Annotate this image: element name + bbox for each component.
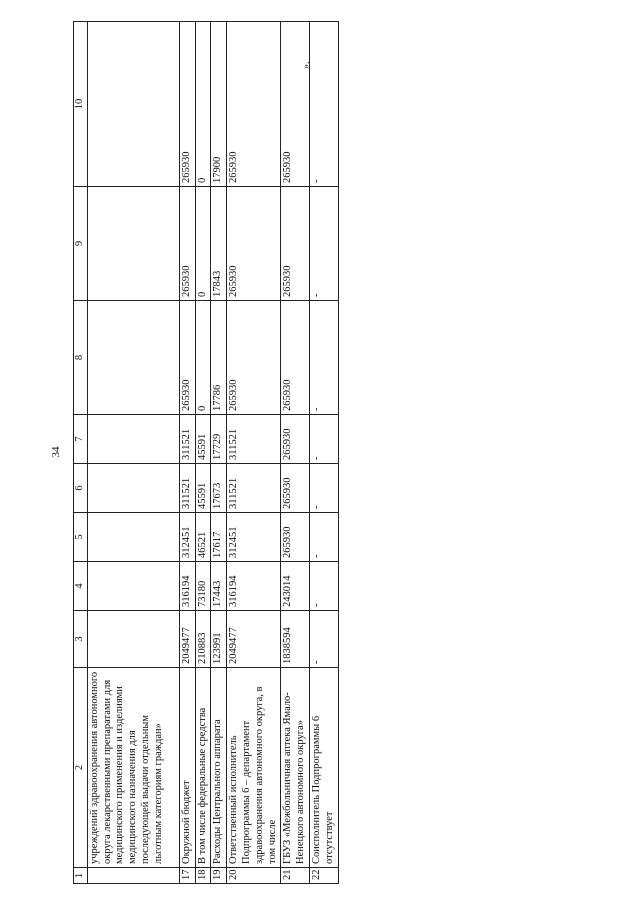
value-cell bbox=[87, 611, 179, 668]
column-header: 9 bbox=[74, 187, 88, 301]
table-row bbox=[211, 22, 227, 884]
value-cell bbox=[87, 464, 179, 513]
table-body bbox=[74, 22, 339, 884]
value-cell: 312451 bbox=[227, 513, 281, 562]
row-number-cell bbox=[87, 868, 179, 884]
value-cell: 2049477 bbox=[227, 611, 281, 668]
value-cell bbox=[87, 301, 179, 415]
value-cell: - bbox=[309, 513, 338, 562]
budget-table bbox=[73, 21, 339, 884]
value-cell: 17786 bbox=[211, 301, 227, 415]
value-cell: 0 bbox=[195, 301, 211, 415]
value-cell: 265930 bbox=[179, 187, 195, 301]
table-container bbox=[73, 22, 335, 884]
column-header: 1 bbox=[74, 868, 88, 884]
value-cell: 312451 bbox=[179, 513, 195, 562]
table-row bbox=[227, 22, 281, 884]
description-cell: ГБУЗ «Межбольничная аптека Ямало-Ненецкого автономного округа» bbox=[281, 668, 310, 868]
row-number-cell: 20 bbox=[227, 868, 281, 884]
value-cell: 265930 bbox=[281, 187, 310, 301]
row-number-cell: 21 bbox=[281, 868, 310, 884]
page-number: 34 bbox=[50, 446, 62, 458]
description-cell: Ответственный исполнитель Подпрограммы 6 – департамент здравоохранения автономного округа, в том числе bbox=[227, 668, 281, 868]
row-number-cell: 19 bbox=[211, 868, 227, 884]
value-cell: - bbox=[309, 415, 338, 464]
value-cell: - bbox=[309, 562, 338, 611]
value-cell: 243014 bbox=[281, 562, 310, 611]
description-cell: В том числе федеральные средства bbox=[195, 668, 211, 868]
value-cell: 265930 bbox=[227, 301, 281, 415]
value-cell: 17443 bbox=[211, 562, 227, 611]
value-cell: 311521 bbox=[227, 464, 281, 513]
value-cell: 311521 bbox=[179, 464, 195, 513]
value-cell: 265930 bbox=[281, 301, 310, 415]
row-number-cell: 22 bbox=[309, 868, 338, 884]
value-cell: 46521 bbox=[195, 513, 211, 562]
column-header: 5 bbox=[74, 513, 88, 562]
value-cell bbox=[87, 513, 179, 562]
table-row bbox=[309, 22, 338, 884]
value-cell: 2049477 bbox=[179, 611, 195, 668]
value-cell: 45591 bbox=[195, 464, 211, 513]
description-cell: Окружной бюджет bbox=[179, 668, 195, 868]
description-cell: учреждений здравоохранения автономного округа лекарственными препаратами для медицинского применения и изделиями медицинского назначения для последующей выдачи отдельным льготным категориям граждан» bbox=[87, 668, 179, 868]
value-cell: 17673 bbox=[211, 464, 227, 513]
value-cell: 0 bbox=[195, 187, 211, 301]
value-cell bbox=[87, 562, 179, 611]
column-header: 4 bbox=[74, 562, 88, 611]
value-cell: 265930 bbox=[179, 22, 195, 187]
value-cell bbox=[87, 415, 179, 464]
value-cell: 1838594 bbox=[281, 611, 310, 668]
value-cell: 210883 bbox=[195, 611, 211, 668]
column-header: 8 bbox=[74, 301, 88, 415]
value-cell: 17729 bbox=[211, 415, 227, 464]
value-cell: 311521 bbox=[179, 415, 195, 464]
value-cell: 265930 bbox=[281, 22, 310, 187]
value-cell: 0 bbox=[195, 22, 211, 187]
value-cell: - bbox=[309, 611, 338, 668]
value-cell bbox=[87, 22, 179, 187]
value-cell: 316194 bbox=[227, 562, 281, 611]
value-cell: 123991 bbox=[211, 611, 227, 668]
value-cell: 17900 bbox=[211, 22, 227, 187]
column-header: 7 bbox=[74, 415, 88, 464]
value-cell: 265930 bbox=[281, 415, 310, 464]
description-cell: Расходы Центрального аппарата bbox=[211, 668, 227, 868]
closing-quote-mark: ». bbox=[301, 61, 312, 69]
table-row bbox=[281, 22, 310, 884]
value-cell: 311521 bbox=[227, 415, 281, 464]
row-number-cell: 17 bbox=[179, 868, 195, 884]
value-cell: 17617 bbox=[211, 513, 227, 562]
column-header: 3 bbox=[74, 611, 88, 668]
value-cell: - bbox=[309, 464, 338, 513]
row-number-cell: 18 bbox=[195, 868, 211, 884]
value-cell: 265930 bbox=[227, 187, 281, 301]
value-cell: - bbox=[309, 22, 338, 187]
column-header: 2 bbox=[74, 668, 88, 868]
value-cell: 73180 bbox=[195, 562, 211, 611]
value-cell: 265930 bbox=[281, 513, 310, 562]
table-row bbox=[195, 22, 211, 884]
table-row bbox=[179, 22, 195, 884]
table-row bbox=[87, 22, 179, 884]
value-cell: 265930 bbox=[281, 464, 310, 513]
description-cell: Соисполнитель Подпрограммы 6 отсутствует bbox=[309, 668, 338, 868]
value-cell: 265930 bbox=[179, 301, 195, 415]
column-header: 6 bbox=[74, 464, 88, 513]
value-cell: 316194 bbox=[179, 562, 195, 611]
rotated-page-area bbox=[73, 22, 335, 884]
value-cell: 17843 bbox=[211, 187, 227, 301]
value-cell: - bbox=[309, 187, 338, 301]
column-header: 10 bbox=[74, 22, 88, 187]
value-cell: 265930 bbox=[227, 22, 281, 187]
table-header-row bbox=[74, 22, 88, 884]
value-cell bbox=[87, 187, 179, 301]
value-cell: - bbox=[309, 301, 338, 415]
value-cell: 45591 bbox=[195, 415, 211, 464]
